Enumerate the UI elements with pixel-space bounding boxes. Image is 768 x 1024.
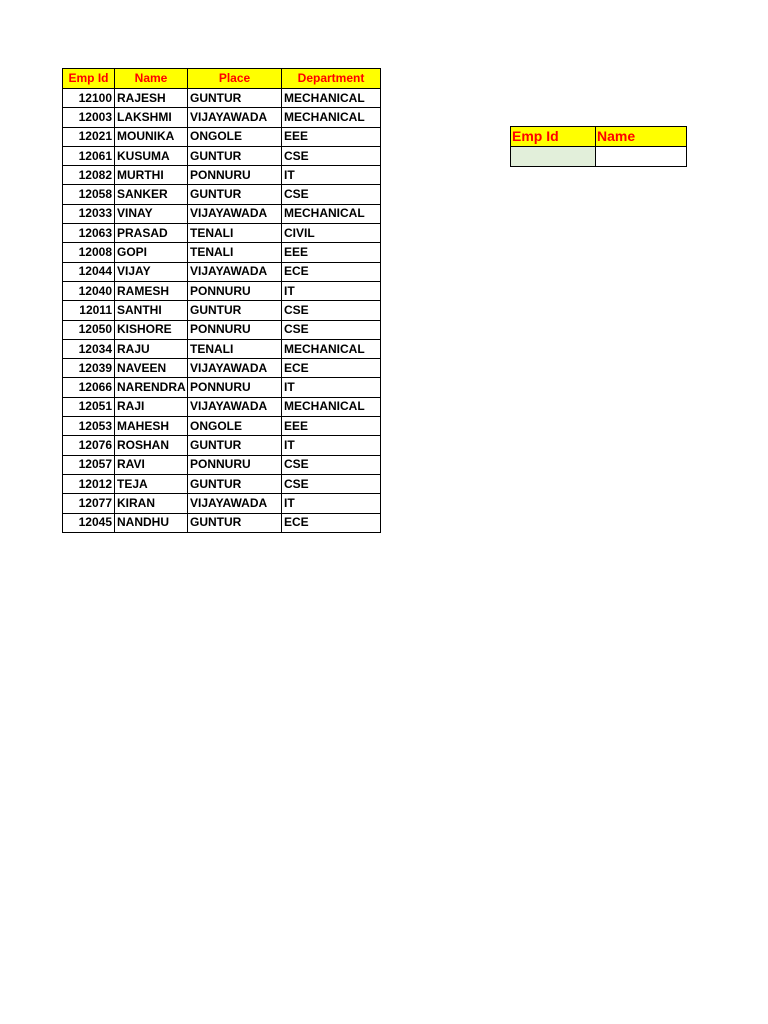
lookup-header-emp-id[interactable]: Emp Id — [511, 127, 596, 147]
table-row — [63, 89, 381, 108]
department-cell[interactable]: IT — [282, 166, 381, 185]
place-cell[interactable]: PONNURU — [188, 378, 282, 397]
place-cell[interactable]: ONGOLE — [188, 127, 282, 146]
place-cell[interactable]: PONNURU — [188, 320, 282, 339]
place-cell[interactable]: VIJAYAWADA — [188, 204, 282, 223]
table-row — [63, 146, 381, 165]
name-cell[interactable]: VINAY — [115, 204, 188, 223]
department-cell[interactable]: CSE — [282, 301, 381, 320]
table-row — [63, 494, 381, 513]
table-row — [63, 281, 381, 300]
place-cell[interactable]: GUNTUR — [188, 513, 282, 532]
table-row — [63, 436, 381, 455]
emp-id-cell[interactable]: 12039 — [63, 359, 115, 378]
name-cell[interactable]: VIJAY — [115, 262, 188, 281]
name-cell[interactable]: SANTHI — [115, 301, 188, 320]
department-cell[interactable]: MECHANICAL — [282, 108, 381, 127]
table-row — [63, 320, 381, 339]
department-cell[interactable]: ECE — [282, 513, 381, 532]
name-cell[interactable]: RAJI — [115, 397, 188, 416]
place-cell[interactable]: TENALI — [188, 243, 282, 262]
emp-id-cell[interactable]: 12012 — [63, 474, 115, 493]
lookup-input-row — [511, 147, 687, 167]
place-cell[interactable]: VIJAYAWADA — [188, 108, 282, 127]
department-cell[interactable]: IT — [282, 281, 381, 300]
header-department[interactable]: Department — [282, 69, 381, 89]
emp-id-cell[interactable]: 12100 — [63, 89, 115, 108]
lookup-table — [510, 126, 687, 167]
name-cell[interactable]: MAHESH — [115, 417, 188, 436]
header-place[interactable]: Place — [188, 69, 282, 89]
table-row — [63, 108, 381, 127]
emp-id-cell[interactable]: 12011 — [63, 301, 115, 320]
table-row — [63, 339, 381, 358]
place-cell[interactable]: PONNURU — [188, 455, 282, 474]
department-cell[interactable]: CSE — [282, 185, 381, 204]
emp-id-cell[interactable]: 12003 — [63, 108, 115, 127]
emp-id-cell[interactable]: 12045 — [63, 513, 115, 532]
department-cell[interactable]: MECHANICAL — [282, 339, 381, 358]
name-cell[interactable]: GOPI — [115, 243, 188, 262]
emp-id-cell[interactable]: 12057 — [63, 455, 115, 474]
table-row — [63, 204, 381, 223]
place-cell[interactable]: GUNTUR — [188, 301, 282, 320]
name-cell[interactable]: KISHORE — [115, 320, 188, 339]
table-row — [63, 417, 381, 436]
emp-id-cell[interactable]: 12077 — [63, 494, 115, 513]
place-cell[interactable]: VIJAYAWADA — [188, 262, 282, 281]
name-cell[interactable]: NANDHU — [115, 513, 188, 532]
emp-id-cell[interactable]: 12040 — [63, 281, 115, 300]
place-cell[interactable]: VIJAYAWADA — [188, 359, 282, 378]
place-cell[interactable]: VIJAYAWADA — [188, 494, 282, 513]
emp-id-cell[interactable]: 12082 — [63, 166, 115, 185]
place-cell[interactable]: ONGOLE — [188, 417, 282, 436]
emp-id-cell[interactable]: 12008 — [63, 243, 115, 262]
name-cell[interactable]: KIRAN — [115, 494, 188, 513]
employee-table — [62, 68, 381, 533]
department-cell[interactable]: EEE — [282, 127, 381, 146]
place-cell[interactable]: TENALI — [188, 224, 282, 243]
emp-id-cell[interactable]: 12044 — [63, 262, 115, 281]
name-cell[interactable]: NAVEEN — [115, 359, 188, 378]
header-name[interactable]: Name — [115, 69, 188, 89]
place-cell[interactable]: VIJAYAWADA — [188, 397, 282, 416]
name-cell[interactable]: ROSHAN — [115, 436, 188, 455]
name-cell[interactable]: RAMESH — [115, 281, 188, 300]
name-cell[interactable]: PRASAD — [115, 224, 188, 243]
department-cell[interactable]: MECHANICAL — [282, 89, 381, 108]
place-cell[interactable]: GUNTUR — [188, 146, 282, 165]
table-row — [63, 455, 381, 474]
place-cell[interactable]: PONNURU — [188, 281, 282, 300]
place-cell[interactable]: TENALI — [188, 339, 282, 358]
table-row — [63, 301, 381, 320]
emp-id-cell[interactable]: 12051 — [63, 397, 115, 416]
place-cell[interactable]: GUNTUR — [188, 436, 282, 455]
table-row — [63, 224, 381, 243]
department-cell[interactable]: IT — [282, 378, 381, 397]
place-cell[interactable]: GUNTUR — [188, 89, 282, 108]
emp-id-cell[interactable]: 12061 — [63, 146, 115, 165]
department-cell[interactable]: CSE — [282, 146, 381, 165]
table-row — [63, 262, 381, 281]
emp-id-cell[interactable]: 12058 — [63, 185, 115, 204]
department-cell[interactable]: CSE — [282, 474, 381, 493]
table-row — [63, 513, 381, 532]
place-cell[interactable]: GUNTUR — [188, 474, 282, 493]
name-cell[interactable]: LAKSHMI — [115, 108, 188, 127]
employee-table-header-row — [63, 69, 381, 89]
name-cell[interactable]: KUSUMA — [115, 146, 188, 165]
table-row — [63, 397, 381, 416]
table-row — [63, 166, 381, 185]
emp-id-cell[interactable]: 12076 — [63, 436, 115, 455]
employee-table-body — [63, 89, 381, 533]
department-cell[interactable]: MECHANICAL — [282, 204, 381, 223]
name-cell[interactable]: TEJA — [115, 474, 188, 493]
department-cell[interactable]: CIVIL — [282, 224, 381, 243]
table-row — [63, 185, 381, 204]
lookup-header-row — [511, 127, 687, 147]
department-cell[interactable]: MECHANICAL — [282, 397, 381, 416]
name-cell[interactable]: MURTHI — [115, 166, 188, 185]
lookup-name-result-cell[interactable] — [596, 147, 687, 167]
place-cell[interactable]: GUNTUR — [188, 185, 282, 204]
emp-id-cell[interactable]: 12034 — [63, 339, 115, 358]
name-cell[interactable]: RAVI — [115, 455, 188, 474]
place-cell[interactable]: PONNURU — [188, 166, 282, 185]
emp-id-cell[interactable]: 12050 — [63, 320, 115, 339]
emp-id-cell[interactable]: 12066 — [63, 378, 115, 397]
department-cell[interactable]: IT — [282, 436, 381, 455]
emp-id-cell[interactable]: 12021 — [63, 127, 115, 146]
department-cell[interactable]: CSE — [282, 455, 381, 474]
lookup-emp-id-input-cell[interactable] — [511, 147, 596, 167]
emp-id-cell[interactable]: 12063 — [63, 224, 115, 243]
name-cell[interactable]: RAJESH — [115, 89, 188, 108]
department-cell[interactable]: CSE — [282, 320, 381, 339]
department-cell[interactable]: IT — [282, 494, 381, 513]
table-row — [63, 359, 381, 378]
table-row — [63, 378, 381, 397]
name-cell[interactable]: SANKER — [115, 185, 188, 204]
emp-id-cell[interactable]: 12033 — [63, 204, 115, 223]
table-row — [63, 474, 381, 493]
name-cell[interactable]: RAJU — [115, 339, 188, 358]
department-cell[interactable]: EEE — [282, 243, 381, 262]
table-row — [63, 243, 381, 262]
name-cell[interactable]: MOUNIKA — [115, 127, 188, 146]
department-cell[interactable]: ECE — [282, 262, 381, 281]
header-emp-id[interactable]: Emp Id — [63, 69, 115, 89]
lookup-header-name[interactable]: Name — [596, 127, 687, 147]
table-row — [63, 127, 381, 146]
name-cell[interactable]: NARENDRA — [115, 378, 188, 397]
department-cell[interactable]: ECE — [282, 359, 381, 378]
emp-id-cell[interactable]: 12053 — [63, 417, 115, 436]
department-cell[interactable]: EEE — [282, 417, 381, 436]
